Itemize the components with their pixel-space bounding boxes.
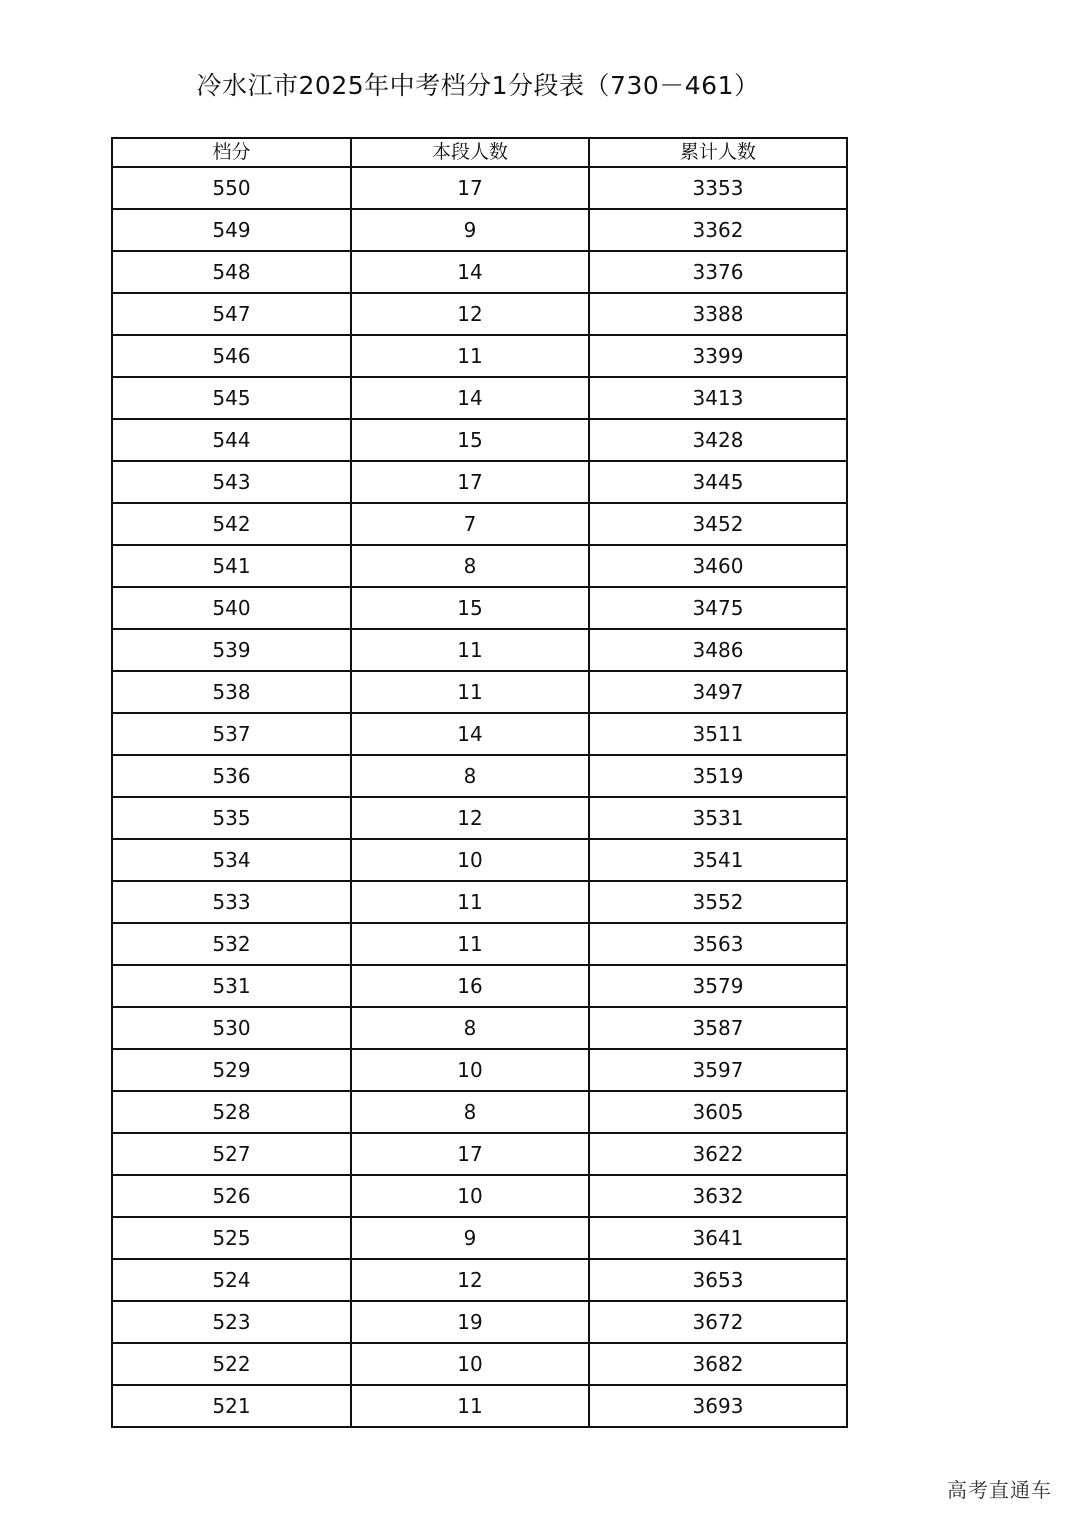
- table-row: [112, 377, 847, 419]
- cumulative-cell: 3497: [589, 671, 847, 713]
- score-cell: 521: [112, 1385, 351, 1427]
- score-cell: 530: [112, 1007, 351, 1049]
- cumulative-cell: 3693: [589, 1385, 847, 1427]
- count-cell: 14: [351, 377, 589, 419]
- score-cell: 542: [112, 503, 351, 545]
- table-row: [112, 965, 847, 1007]
- table-row: [112, 1175, 847, 1217]
- table-row: [112, 1343, 847, 1385]
- count-cell: 19: [351, 1301, 589, 1343]
- page-title: 冷水江市2025年中考档分1分段表（730－461）: [196, 71, 760, 100]
- score-cell: 540: [112, 587, 351, 629]
- count-cell: 16: [351, 965, 589, 1007]
- cumulative-cell: 3653: [589, 1259, 847, 1301]
- score-cell: 527: [112, 1133, 351, 1175]
- cumulative-cell: 3353: [589, 167, 847, 209]
- table-row: [112, 1133, 847, 1175]
- count-cell: 9: [351, 209, 589, 251]
- count-cell: 12: [351, 1259, 589, 1301]
- table-row: [112, 839, 847, 881]
- table-row: [112, 713, 847, 755]
- table-row: [112, 797, 847, 839]
- score-cell: 537: [112, 713, 351, 755]
- count-cell: 10: [351, 1343, 589, 1385]
- table-row: [112, 503, 847, 545]
- table-row: [112, 671, 847, 713]
- score-cell: 532: [112, 923, 351, 965]
- score-cell: 546: [112, 335, 351, 377]
- score-cell: 533: [112, 881, 351, 923]
- table-row: [112, 1049, 847, 1091]
- table-row: [112, 209, 847, 251]
- cumulative-cell: 3486: [589, 629, 847, 671]
- cumulative-cell: 3579: [589, 965, 847, 1007]
- cumulative-cell: 3641: [589, 1217, 847, 1259]
- score-cell: 549: [112, 209, 351, 251]
- cumulative-cell: 3362: [589, 209, 847, 251]
- cumulative-cell: 3445: [589, 461, 847, 503]
- table-row: [112, 881, 847, 923]
- score-cell: 531: [112, 965, 351, 1007]
- cumulative-cell: 3682: [589, 1343, 847, 1385]
- count-cell: 17: [351, 1133, 589, 1175]
- table-row: [112, 587, 847, 629]
- cumulative-cell: 3519: [589, 755, 847, 797]
- score-cell: 538: [112, 671, 351, 713]
- cumulative-cell: 3597: [589, 1049, 847, 1091]
- cumulative-cell: 3552: [589, 881, 847, 923]
- cumulative-cell: 3672: [589, 1301, 847, 1343]
- score-cell: 544: [112, 419, 351, 461]
- score-cell: 534: [112, 839, 351, 881]
- score-cell: 539: [112, 629, 351, 671]
- cumulative-cell: 3452: [589, 503, 847, 545]
- cumulative-cell: 3376: [589, 251, 847, 293]
- count-cell: 15: [351, 419, 589, 461]
- table-row: [112, 1007, 847, 1049]
- table-row: [112, 1385, 847, 1427]
- count-cell: 11: [351, 1385, 589, 1427]
- score-cell: 525: [112, 1217, 351, 1259]
- column-header-count: 本段人数: [351, 138, 589, 167]
- table-header-row: [112, 138, 847, 167]
- cumulative-cell: 3587: [589, 1007, 847, 1049]
- table-row: [112, 335, 847, 377]
- score-cell: 547: [112, 293, 351, 335]
- table-row: [112, 1217, 847, 1259]
- count-cell: 10: [351, 1175, 589, 1217]
- score-cell: 524: [112, 1259, 351, 1301]
- cumulative-cell: 3428: [589, 419, 847, 461]
- watermark: 高考直通车: [947, 1478, 1052, 1502]
- count-cell: 7: [351, 503, 589, 545]
- table-row: [112, 1301, 847, 1343]
- table-row: [112, 629, 847, 671]
- table-row: [112, 545, 847, 587]
- count-cell: 8: [351, 755, 589, 797]
- cumulative-cell: 3475: [589, 587, 847, 629]
- count-cell: 11: [351, 881, 589, 923]
- table-body: [112, 167, 847, 1427]
- cumulative-cell: 3605: [589, 1091, 847, 1133]
- table-row: [112, 293, 847, 335]
- table-row: [112, 755, 847, 797]
- score-cell: 529: [112, 1049, 351, 1091]
- count-cell: 8: [351, 545, 589, 587]
- count-cell: 10: [351, 1049, 589, 1091]
- count-cell: 14: [351, 713, 589, 755]
- cumulative-cell: 3413: [589, 377, 847, 419]
- count-cell: 11: [351, 335, 589, 377]
- score-cell: 535: [112, 797, 351, 839]
- count-cell: 12: [351, 797, 589, 839]
- cumulative-cell: 3622: [589, 1133, 847, 1175]
- count-cell: 17: [351, 461, 589, 503]
- count-cell: 14: [351, 251, 589, 293]
- score-cell: 550: [112, 167, 351, 209]
- score-cell: 526: [112, 1175, 351, 1217]
- count-cell: 11: [351, 923, 589, 965]
- count-cell: 11: [351, 671, 589, 713]
- count-cell: 8: [351, 1007, 589, 1049]
- score-cell: 536: [112, 755, 351, 797]
- score-cell: 543: [112, 461, 351, 503]
- cumulative-cell: 3632: [589, 1175, 847, 1217]
- count-cell: 9: [351, 1217, 589, 1259]
- cumulative-cell: 3388: [589, 293, 847, 335]
- table-row: [112, 251, 847, 293]
- table-row: [112, 167, 847, 209]
- score-cell: 541: [112, 545, 351, 587]
- cumulative-cell: 3399: [589, 335, 847, 377]
- count-cell: 8: [351, 1091, 589, 1133]
- count-cell: 17: [351, 167, 589, 209]
- table-row: [112, 419, 847, 461]
- score-cell: 522: [112, 1343, 351, 1385]
- table-row: [112, 1091, 847, 1133]
- column-header-score: 档分: [112, 138, 351, 167]
- cumulative-cell: 3531: [589, 797, 847, 839]
- cumulative-cell: 3511: [589, 713, 847, 755]
- score-cell: 548: [112, 251, 351, 293]
- count-cell: 15: [351, 587, 589, 629]
- column-header-cumulative: 累计人数: [589, 138, 847, 167]
- score-cell: 523: [112, 1301, 351, 1343]
- table-row: [112, 1259, 847, 1301]
- cumulative-cell: 3541: [589, 839, 847, 881]
- table-row: [112, 461, 847, 503]
- cumulative-cell: 3563: [589, 923, 847, 965]
- score-table: [111, 137, 848, 1428]
- table-row: [112, 923, 847, 965]
- score-cell: 545: [112, 377, 351, 419]
- count-cell: 11: [351, 629, 589, 671]
- score-cell: 528: [112, 1091, 351, 1133]
- cumulative-cell: 3460: [589, 545, 847, 587]
- count-cell: 12: [351, 293, 589, 335]
- count-cell: 10: [351, 839, 589, 881]
